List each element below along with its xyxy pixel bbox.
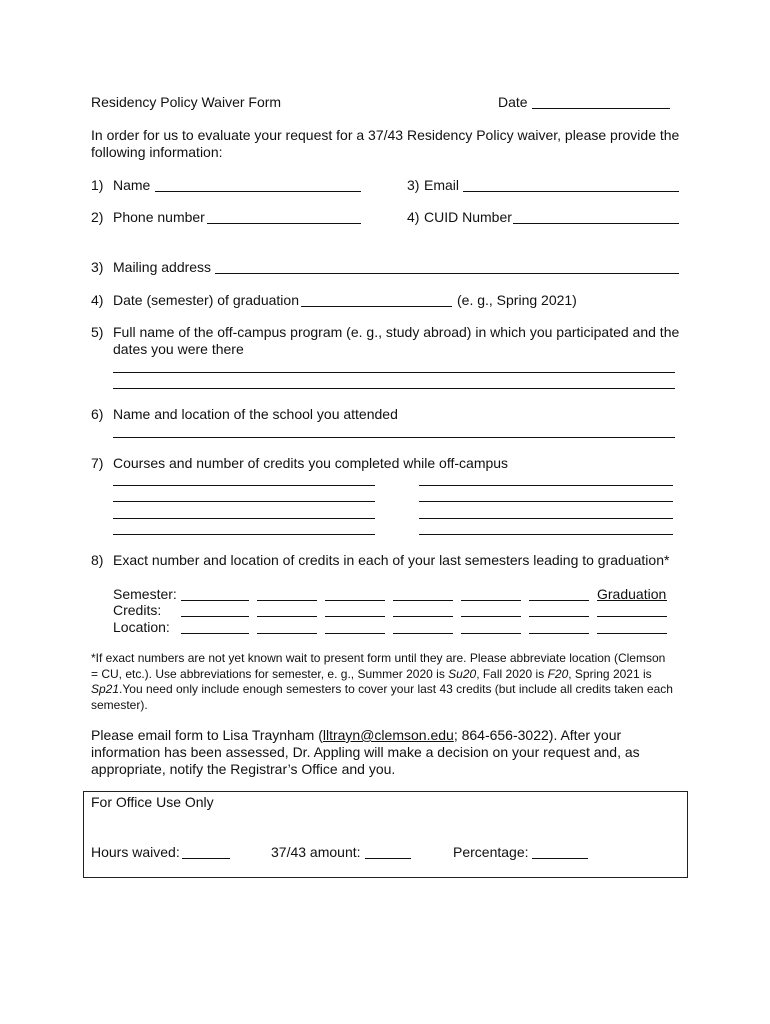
program-field-line-2[interactable]	[113, 388, 675, 389]
form-title: Residency Policy Waiver Form	[91, 94, 282, 110]
location-cell[interactable]	[597, 633, 667, 634]
name-field[interactable]	[155, 191, 361, 192]
location-cell[interactable]	[257, 633, 317, 634]
semester-cell[interactable]	[325, 600, 385, 601]
field-number: 4)	[407, 209, 420, 225]
field-number: 3)	[407, 177, 420, 193]
field-number: 2)	[91, 209, 104, 225]
name-label: Name	[113, 177, 151, 193]
credits-cell[interactable]	[257, 616, 317, 617]
field-number: 7)	[91, 455, 104, 471]
location-cell[interactable]	[181, 633, 249, 634]
credits-cell[interactable]	[393, 616, 453, 617]
field-number: 6)	[91, 406, 104, 422]
school-field[interactable]	[113, 437, 675, 438]
course-field-right-1[interactable]	[419, 485, 673, 486]
credits-cell[interactable]	[325, 616, 385, 617]
field-number: 8)	[91, 552, 104, 568]
location-cell[interactable]	[529, 633, 589, 634]
school-label: Name and location of the school you attended	[113, 406, 398, 422]
semester-cell[interactable]	[393, 600, 453, 601]
amount-field[interactable]	[365, 858, 411, 859]
credits-row-label: Credits:	[113, 602, 162, 618]
percentage-label: Percentage:	[453, 844, 529, 860]
course-field-left-1[interactable]	[113, 485, 375, 486]
phone-label: Phone number	[113, 209, 205, 225]
field-number: 1)	[91, 177, 104, 193]
program-label: Full name of the off-campus program (e. g., study abroad) in which you participated and the dates you were there	[113, 324, 680, 357]
location-cell[interactable]	[325, 633, 385, 634]
course-field-left-2[interactable]	[113, 501, 375, 502]
graduation-underline	[597, 600, 667, 601]
graduation-example: (e. g., Spring 2021)	[457, 292, 577, 308]
credits-cell[interactable]	[597, 616, 667, 617]
courses-label: Courses and number of credits you completed while off-campus	[113, 455, 509, 471]
field-number: 3)	[91, 259, 104, 275]
field-number: 4)	[91, 292, 104, 308]
date-field[interactable]	[532, 108, 670, 109]
intro-text: In order for us to evaluate your request for a 37/43 Residency Policy waiver, please provide the following information:	[91, 127, 680, 160]
percentage-field[interactable]	[532, 858, 588, 859]
phone-field[interactable]	[207, 223, 361, 224]
location-cell[interactable]	[461, 633, 521, 634]
hours-waived-field[interactable]	[182, 858, 230, 859]
field-number: 5)	[91, 324, 104, 340]
semester-cell[interactable]	[257, 600, 317, 601]
cuid-label: CUID Number	[424, 209, 512, 225]
course-field-right-3[interactable]	[419, 518, 673, 519]
footnote: *If exact numbers are not yet known wait to present form until they are. Please abbreviate location (Clemson = CU, etc.). Use abbreviations for semester, e. g., Summer 2020 is Su20, Fall 2020 is F20, Spring 2021 is Sp21.You need only include enough semesters to cover your last 43 credits (but include all credits taken each semester).	[91, 651, 673, 712]
credits-label: Exact number and location of credits in each of your last semesters leading to graduation*	[113, 552, 670, 568]
graduation-date-field[interactable]	[301, 306, 452, 307]
location-cell[interactable]	[393, 633, 453, 634]
course-field-left-3[interactable]	[113, 518, 375, 519]
mailing-address-field[interactable]	[215, 273, 679, 274]
semester-cell[interactable]	[181, 600, 249, 601]
email-label: Email	[424, 177, 460, 193]
email-field[interactable]	[463, 191, 679, 192]
course-field-right-2[interactable]	[419, 501, 673, 502]
course-field-left-4[interactable]	[113, 534, 375, 535]
course-field-right-4[interactable]	[419, 534, 673, 535]
credits-cell[interactable]	[529, 616, 589, 617]
semester-row-label: Semester:	[113, 586, 177, 602]
credits-cell[interactable]	[181, 616, 249, 617]
mailing-label: Mailing address	[113, 259, 212, 275]
cuid-field[interactable]	[513, 223, 679, 224]
graduation-column-label: Graduation	[597, 586, 667, 602]
semester-cell[interactable]	[529, 600, 589, 601]
graduation-label: Date (semester) of graduation	[113, 292, 299, 308]
hours-waived-label: Hours waived:	[91, 844, 180, 860]
amount-label: 37/43 amount:	[271, 844, 361, 860]
contact-instructions: Please email form to Lisa Traynham (lltrayn@clemson.edu; 864-656-3022). After your information has been assessed, Dr. Appling will make a decision on your request and, as appropriate, notify the Registrar’s Office and you.	[91, 727, 640, 777]
location-row-label: Location:	[113, 619, 170, 635]
date-label: Date	[498, 94, 528, 110]
credits-cell[interactable]	[461, 616, 521, 617]
office-use-title: For Office Use Only	[91, 794, 214, 810]
email-link[interactable]: lltrayn@clemson.edu	[322, 727, 454, 743]
semester-cell[interactable]	[461, 600, 521, 601]
program-field-line-1[interactable]	[113, 372, 675, 373]
